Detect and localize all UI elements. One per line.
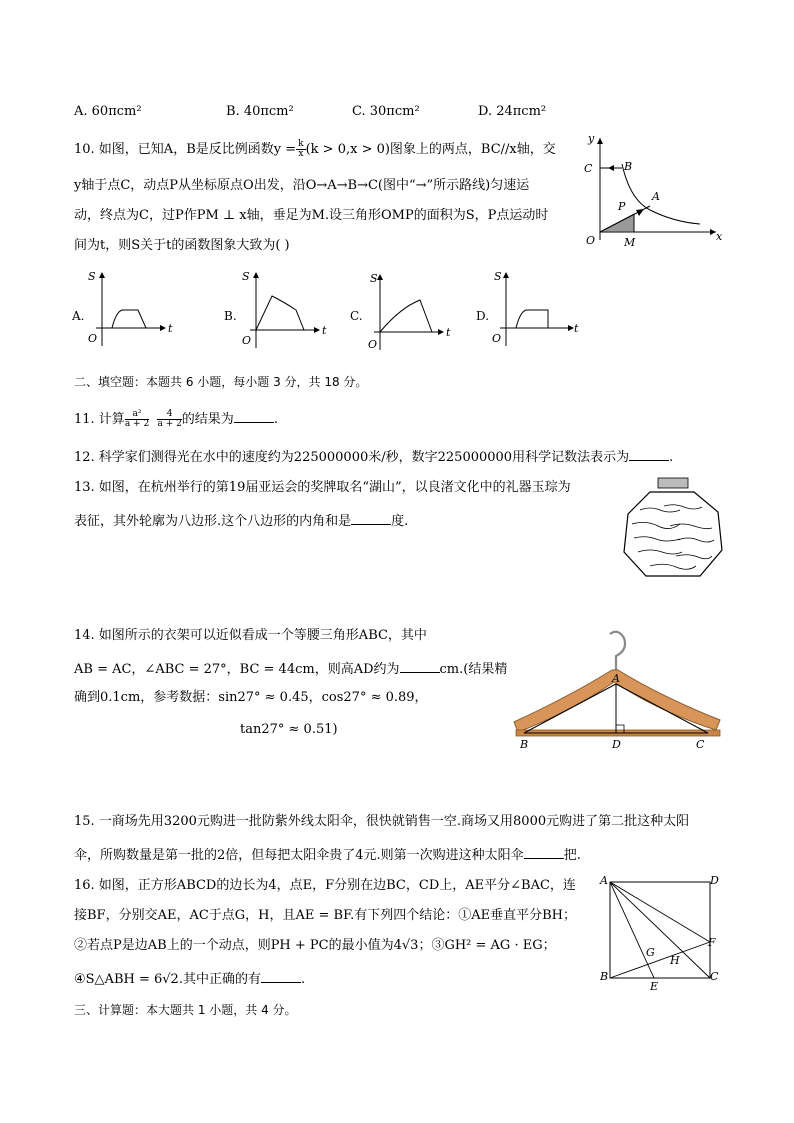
q11-answer-blank	[234, 410, 274, 423]
q16-answer-blank	[261, 970, 301, 983]
q14-fig-label-a: A	[612, 672, 620, 685]
q16-fig-label-a: A	[600, 874, 608, 887]
q10-fig-label-p: P	[618, 200, 626, 213]
svg-text:O: O	[492, 332, 502, 345]
q13-line-2: 表征，其外轮廓为八边形.这个八边形的内角和是 度.	[74, 514, 409, 529]
q14-fig-label-c: C	[696, 738, 705, 751]
q16-line-2: 接BF，分别交AE，AC于点G，H，且AE = BF.有下列四个结论：①AE垂直平分BH；	[74, 908, 576, 923]
q16-fig-label-b: B	[600, 970, 609, 983]
q10-option-graph-d	[476, 268, 586, 348]
q16-fig-label-h: H	[670, 954, 680, 967]
q10-fig-label-m: M	[624, 236, 636, 249]
q14-hanger-figure	[510, 626, 730, 754]
svg-text:S: S	[494, 270, 502, 283]
svg-text:O: O	[368, 338, 378, 351]
svg-text:B.: B.	[224, 309, 237, 323]
svg-text:S: S	[88, 270, 96, 283]
q10-fig-label-y: y	[588, 132, 595, 145]
q14-fig-label-b: B	[520, 738, 529, 751]
svg-text:C.: C.	[350, 309, 363, 323]
svg-text:O: O	[242, 334, 252, 347]
q14-line-2: AB = AC，∠ABC = 27°，BC = 44cm，则高AD约为 cm.(结果精	[74, 662, 508, 677]
q10-fig-label-c: C	[584, 162, 593, 175]
q16-fig-label-f: F	[708, 936, 716, 949]
q9-option-b: B. 40πcm²	[226, 104, 294, 119]
q11-line: 11. 计算 $\frac{\text{a²}}{a + 2}$ $\frac{4}{a + 2}$ 的结果为 .	[74, 409, 278, 429]
svg-text:S: S	[370, 272, 378, 285]
q14-line-3: 确到0.1cm，参考数据：sin27° ≈ 0.45，cos27° ≈ 0.89，	[74, 690, 428, 705]
q14-line-4: tan27° ≈ 0.51)	[240, 722, 338, 737]
q10-fig-label-a: A	[652, 190, 660, 203]
q10-fig-label-x: x	[716, 230, 723, 243]
q9-option-c: C. 30πcm²	[352, 104, 420, 119]
q14-line-1: 14. 如图所示的衣架可以近似看成一个等腰三角形ABC，其中	[74, 628, 427, 643]
q16-line-3: ②若点P是边AB上的一个动点，则PH + PC的最小值为4√3；③GH² = AG · EG；	[74, 938, 556, 953]
q16-fig-label-c: C	[710, 970, 719, 983]
q10-line-1: 10. 如图，已知A，B是反比例函数y = $\frac{k}{x}$ (k > 0,x > 0)图象上的两点，BC//x轴，交	[74, 139, 556, 159]
q10-option-graph-a	[72, 268, 182, 348]
q9-option-a: A. 60πcm²	[74, 104, 142, 119]
q11-fraction-2: $\frac{4}{a + 2}$	[157, 409, 182, 429]
q10-fig-label-o: O	[586, 234, 596, 247]
svg-text:D.: D.	[476, 309, 490, 323]
svg-text:t: t	[168, 322, 173, 335]
svg-text:t: t	[446, 326, 451, 339]
svg-text:S: S	[242, 270, 250, 283]
section-3-heading: 三、计算题：本大题共 1 小题，共 4 分。	[74, 1003, 297, 1017]
svg-text:O: O	[88, 332, 98, 345]
q13-line-1: 13. 如图，在杭州举行的第19届亚运会的奖牌取名“湖山”，以良渚文化中的礼器玉琮为	[74, 480, 571, 495]
q13-answer-blank	[351, 512, 391, 525]
q14-answer-blank	[400, 660, 440, 673]
q10-figure	[578, 128, 728, 248]
svg-text:A.: A.	[72, 309, 85, 323]
q10-fig-label-b: B	[624, 160, 633, 173]
q16-square-figure	[598, 872, 728, 994]
q10-line-3: 动，终点为C，过P作PM ⊥ x轴，垂足为M.设三角形OMP的面积为S，P点运动时	[74, 208, 549, 223]
q15-line-2: 伞，所购数量是第一批的2倍，但每把太阳伞贵了4元.则第一次购进这种太阳伞 把.	[74, 848, 581, 863]
svg-text:t: t	[574, 322, 579, 335]
q16-line-4: ④S△ABH = 6√2.其中正确的有 .	[74, 972, 306, 987]
q12-answer-blank	[629, 448, 669, 461]
q15-line-1: 15. 一商场先用3200元购进一批防紫外线太阳伞，很快就销售一空.商场又用8000元购进了第二批这种太阳	[74, 814, 690, 829]
q14-fig-label-d: D	[612, 738, 621, 751]
q11-fraction-1: $\frac{\text{a²}}{a + 2}$	[124, 409, 150, 429]
q16-fig-label-e: E	[650, 980, 659, 993]
q10-fraction: $\frac{k}{x}$	[298, 139, 304, 159]
q16-fig-label-g: G	[646, 946, 655, 959]
q15-answer-blank	[524, 846, 564, 859]
q10-option-graph-b	[224, 268, 334, 348]
q10-option-graph-c	[350, 268, 460, 352]
q13-octagon-figure	[620, 476, 724, 584]
svg-text:t: t	[322, 324, 327, 337]
q16-line-1: 16. 如图，正方形ABCD的边长为4，点E，F分别在边BC，CD上，AE平分∠BAC，连	[74, 878, 576, 893]
q10-line-4: 间为t，则S关于t的函数图象大致为( )	[74, 238, 290, 253]
q10-line-2: y轴于点C，动点P从坐标原点O出发，沿O→A→B→C(图中“→”所示路线)匀速运	[74, 178, 530, 193]
q9-option-d: D. 24πcm²	[478, 104, 547, 119]
q12-line: 12. 科学家们测得光在水中的速度约为225000000米/秒，数字225000000用科学记数法表示为 .	[74, 450, 674, 465]
q16-fig-label-d: D	[710, 874, 719, 887]
section-2-heading: 二、填空题：本题共 6 小题，每小题 3 分，共 18 分。	[74, 375, 368, 389]
